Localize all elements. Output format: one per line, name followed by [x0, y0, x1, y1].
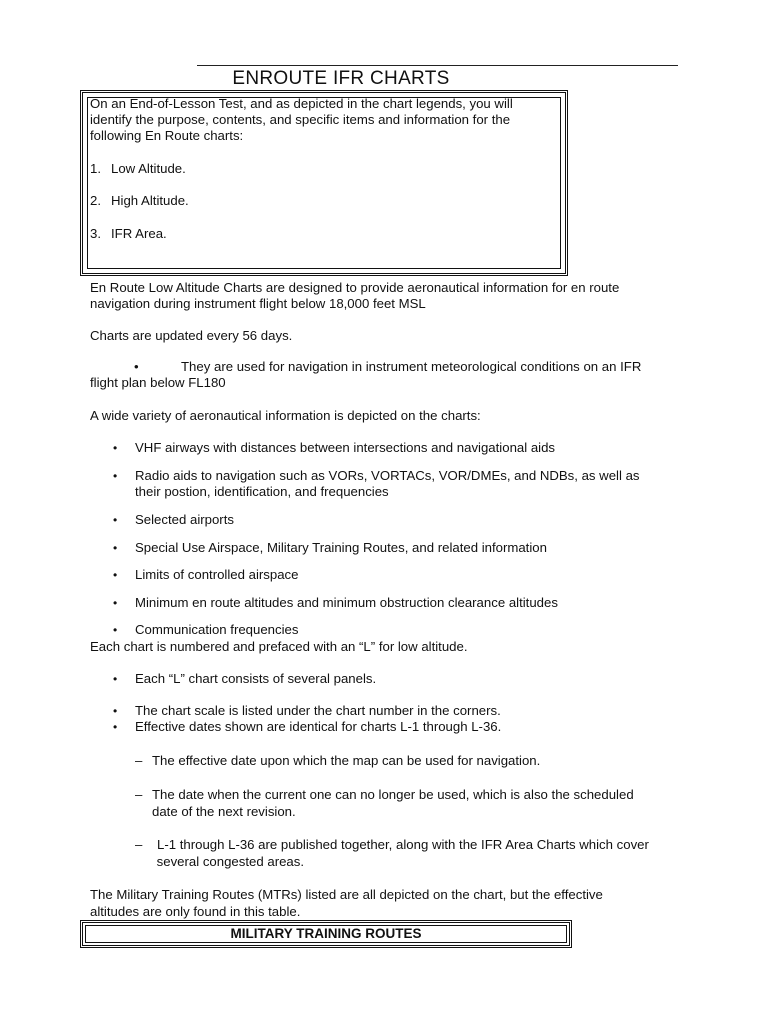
bullet-glyph: •: [113, 720, 118, 734]
bullet-text: Limits of controlled airspace: [135, 567, 299, 582]
bullet-text: Minimum en route altitudes and minimum obstruction clearance altitudes: [135, 595, 558, 610]
dash-text: The effective date upon which the map can be used for navigation.: [152, 753, 541, 768]
bullet-glyph: •: [134, 359, 139, 374]
bullet-text: Each “L” chart consists of several panels.: [135, 671, 377, 686]
page-title: ENROUTE IFR CHARTS: [232, 68, 450, 89]
bullet-glyph: •: [113, 441, 118, 455]
objective-text: Low Altitude.: [111, 161, 186, 176]
bullet-glyph: •: [113, 704, 118, 718]
objective-text: High Altitude.: [111, 193, 189, 208]
bullet-glyph: •: [113, 672, 118, 686]
dash-text: several congested areas.: [153, 854, 305, 869]
dash-text: L-1 through L-36 are published together, along with the IFR Area Charts which cover: [157, 837, 649, 852]
title-rule: [197, 65, 678, 66]
objective-text: IFR Area.: [111, 226, 167, 241]
dash-text: The date when the current one can no longer be used, which is also the scheduled: [152, 787, 634, 802]
objective-number: 3.: [90, 226, 101, 241]
dash-glyph: –: [135, 787, 143, 802]
bullet-text: Communication frequencies: [135, 622, 299, 637]
bullet-glyph: •: [113, 596, 118, 610]
paragraph-line: altitudes are only found in this table.: [90, 904, 301, 919]
objective-number: 2.: [90, 193, 101, 208]
dash-text: date of the next revision.: [152, 804, 296, 819]
objective-number: 1.: [90, 161, 101, 176]
bullet-glyph: •: [113, 568, 118, 582]
bullet-glyph: •: [113, 513, 118, 527]
paragraph-line: A wide variety of aeronautical information is depicted on the charts:: [90, 408, 481, 423]
paragraph-line: Charts are updated every 56 days.: [90, 328, 293, 343]
bullet-glyph: •: [113, 541, 118, 555]
dash-glyph: –: [135, 837, 143, 852]
paragraph-line: The Military Training Routes (MTRs) listed are all depicted on the chart, but the effective: [90, 887, 603, 902]
bullet-text: VHF airways with distances between intersections and navigational aids: [135, 440, 556, 455]
mtr-heading: MILITARY TRAINING ROUTES: [85, 925, 567, 943]
objectives-intro-line: On an End-of-Lesson Test, and as depicted in the chart legends, you will: [90, 96, 513, 111]
bullet-text: The chart scale is listed under the chart number in the corners.: [135, 703, 501, 718]
bullet-glyph: •: [113, 623, 118, 637]
bullet-text: Radio aids to navigation such as VORs, VORTACs, VOR/DMEs, and NDBs, as well as: [135, 468, 640, 483]
bullet-text: Selected airports: [135, 512, 234, 527]
mtr-heading-box: [80, 920, 572, 948]
paragraph-line: Each chart is numbered and prefaced with an “L” for low altitude.: [90, 639, 468, 654]
dash-glyph: –: [135, 753, 143, 768]
bullet-text: their postion, identification, and frequencies: [135, 484, 389, 499]
objectives-intro-line: identify the purpose, contents, and specific items and information for the: [90, 112, 511, 127]
bullet-text: Special Use Airspace, Military Training Routes, and related information: [135, 540, 547, 555]
bullet-glyph: •: [113, 469, 118, 483]
paragraph-line: They are used for navigation in instrument meteorological conditions on an IFR: [181, 359, 642, 374]
paragraph-line: En Route Low Altitude Charts are designed to provide aeronautical information for en route: [90, 280, 620, 295]
bullet-text: Effective dates shown are identical for charts L-1 through L-36.: [135, 719, 502, 734]
paragraph-line: navigation during instrument flight below 18,000 feet MSL: [90, 296, 426, 311]
paragraph-line: flight plan below FL180: [90, 375, 226, 390]
objectives-intro-line: following En Route charts:: [90, 128, 244, 143]
